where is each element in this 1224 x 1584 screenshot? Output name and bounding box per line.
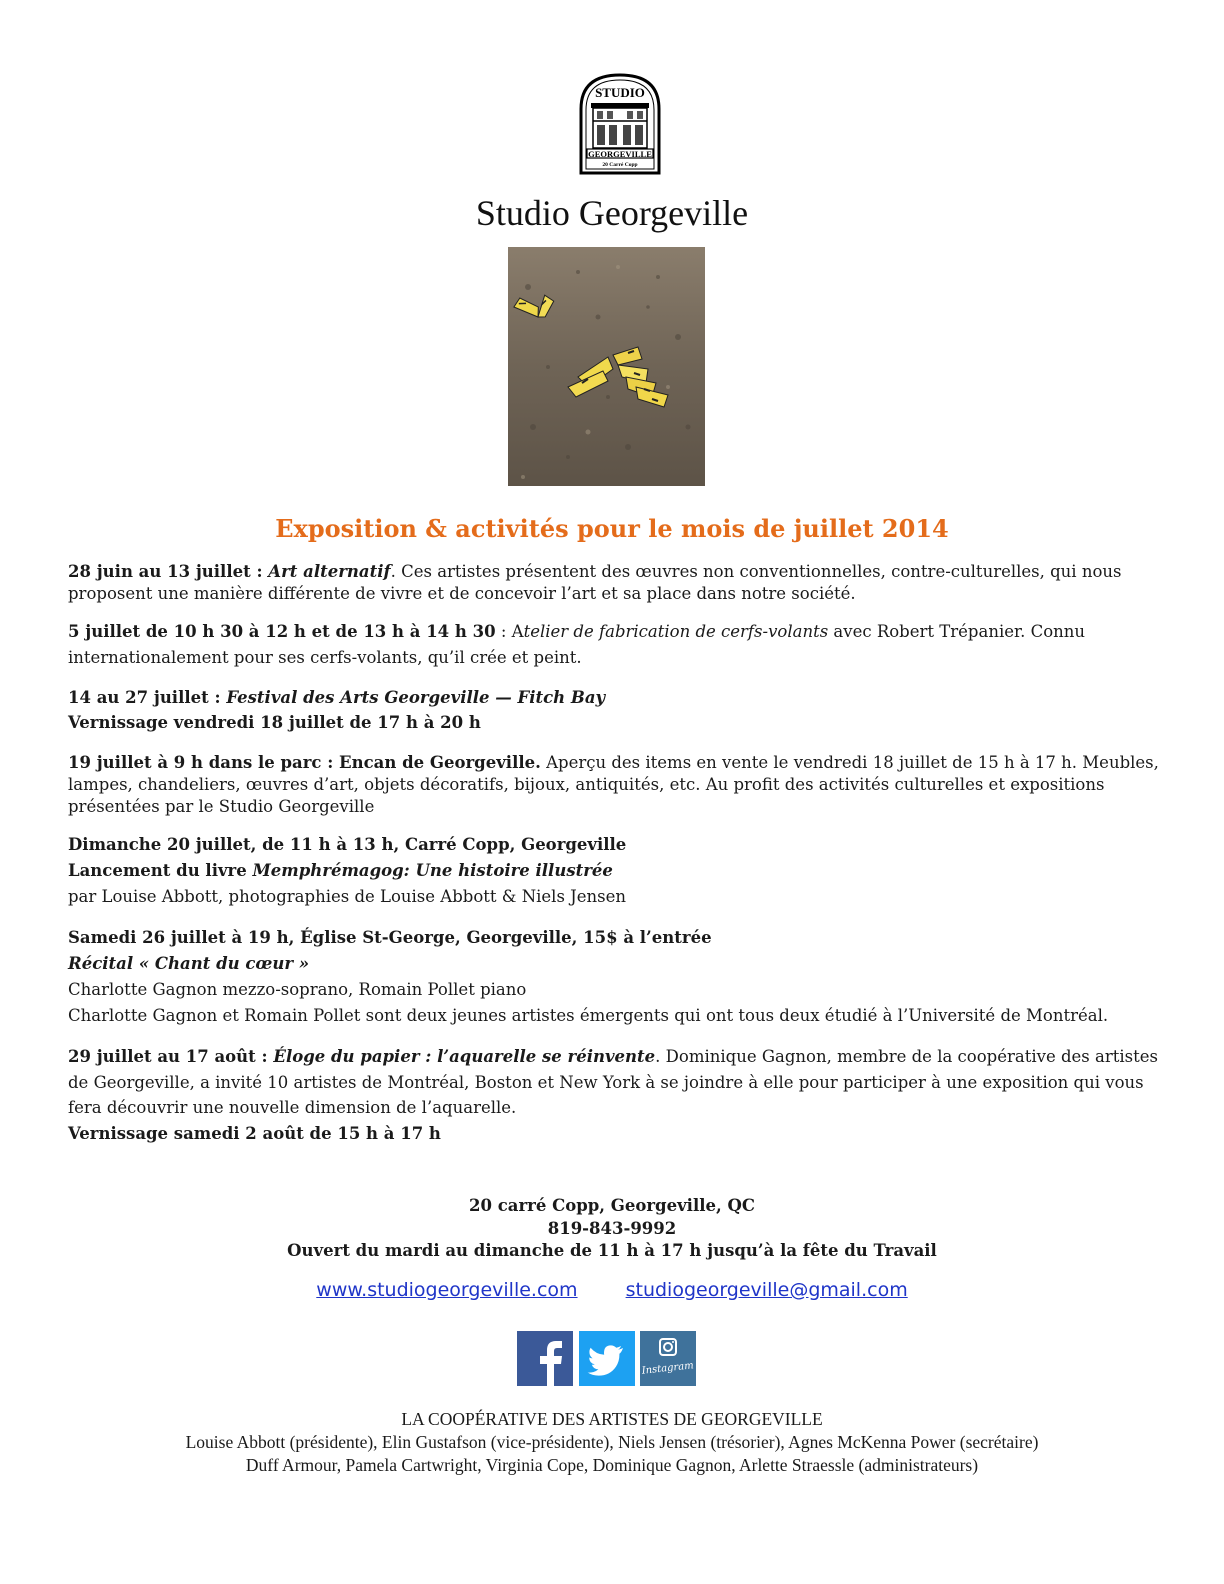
logo-banner-text: GEORGEVILLE — [588, 149, 652, 159]
contact-phone: 819-843-9992 — [547, 1219, 677, 1238]
facebook-icon[interactable] — [517, 1331, 573, 1386]
section-heading: Exposition & activités pour le mois de juillet 2014 — [275, 514, 949, 543]
event-vernissage: Vernissage vendredi 18 juillet de 17 h à 20 h — [68, 713, 481, 732]
instagram-icon[interactable] — [640, 1331, 696, 1386]
cooperative-title: LA COOPÉRATIVE DES ARTISTES DE GEORGEVILLE — [401, 1409, 823, 1429]
website-link[interactable]: www.studiogeorgeville.com — [316, 1279, 578, 1301]
event-launch-label: Lancement du livre — [68, 861, 253, 880]
event-date: 29 juillet au 17 août : — [68, 1047, 274, 1066]
email-link[interactable]: studiogeorgeville@gmail.com — [625, 1279, 908, 1301]
event-date: Dimanche 20 juillet, de 11 h à 13 h, Carré Copp, Georgeville — [68, 835, 627, 854]
event-description: par Louise Abbott, photographies de Louise Abbott & Niels Jensen — [68, 887, 627, 906]
cooperative-block — [0, 1408, 1224, 1477]
page-title: Studio Georgeville — [475, 193, 749, 233]
event-lancement — [68, 832, 1163, 910]
event-performers: Charlotte Gagnon mezzo-soprano, Romain Pollet piano — [68, 980, 527, 999]
event-encan — [68, 752, 1163, 818]
cooperative-administrators: Duff Armour, Pamela Cartwright, Virginia Cope, Dominique Gagnon, Arlette Straessle (administrateurs) — [245, 1455, 979, 1475]
logo-arch-text: STUDIO — [595, 85, 645, 100]
event-name: Art alternatif — [268, 562, 391, 581]
cooperative-officers: Louise Abbott (présidente), Elin Gustafson (vice-présidente), Niels Jensen (trésorier), Agnes McKenna Power (secrétaire) — [185, 1432, 1039, 1452]
event-date: Samedi 26 juillet à 19 h, Église St-George, Georgeville, 15$ à l’entrée — [68, 928, 712, 947]
event-description: Charlotte Gagnon et Romain Pollet sont deux jeunes artistes émergents qui ont tous deux étudié à l’Université de Montréal. — [68, 1006, 1109, 1025]
event-date: 5 juillet de 10 h 30 à 12 h et de 13 h à 14 h 30 — [68, 622, 496, 641]
event-art-alternatif — [68, 561, 1163, 605]
event-book-title: Memphrémagog: Une histoire illustrée — [252, 861, 613, 880]
contact-address: 20 carré Copp, Georgeville, QC — [469, 1196, 755, 1215]
event-cerfs-volants — [68, 619, 1163, 671]
event-recital — [68, 925, 1163, 1029]
event-eloge-papier — [68, 1044, 1163, 1146]
logo-address: 20 Carré Copp — [602, 162, 638, 168]
twitter-icon[interactable] — [579, 1331, 635, 1386]
event-name: Éloge du papier : l’aquarelle se réinvente — [273, 1047, 656, 1066]
links-row — [0, 1279, 1224, 1301]
event-separator: : A — [495, 622, 524, 641]
butterflies-photo — [508, 247, 705, 486]
event-name: Récital « Chant du cœur » — [68, 954, 310, 973]
event-name: Festival des Arts Georgeville — Fitch Bay — [226, 688, 606, 707]
instagram-label: Instagram — [641, 1360, 695, 1377]
event-description: . Ces artistes présentent des œuvres non conventionnelles, contre-culturelles, qui nous proposent une manière différente de vivre et de concevoir l’art et sa place dans notre société. — [68, 562, 1122, 603]
event-vernissage: Vernissage samedi 2 août de 15 h à 17 h — [68, 1123, 441, 1143]
event-description: . Dominique Gagnon, membre de la coopérative des artistes de Georgeville, a invité 10 artistes de Montréal, Boston et New York à se joindre à elle pour participer à une exposition qui vous fera découvrir une nouvelle dimension de l’aquarelle. — [68, 1047, 1158, 1117]
contact-hours: Ouvert du mardi au dimanche de 11 h à 17 h jusqu’à la fête du Travail — [287, 1241, 937, 1260]
event-festival — [68, 685, 1163, 735]
event-description: Aperçu des items en vente le vendredi 18 juillet de 15 h à 17 h. Meubles, lampes, chandeliers, œuvres d’art, objets décoratifs, bijoux, antiquités, etc. Au profit des activités culturelles et expositions présentées par le Studio Georgeville — [68, 753, 1159, 816]
event-description: avec Robert Trépanier. Connu internationalement pour ses cerfs-volants, qu’il crée et peint. — [68, 622, 1086, 667]
studio-logo — [577, 73, 663, 176]
event-date: 28 juin au 13 juillet : — [68, 562, 269, 581]
event-date: 19 juillet à 9 h dans le parc : Encan de Georgeville. — [68, 753, 541, 772]
event-list — [68, 561, 1163, 1146]
event-date: 14 au 27 juillet : — [68, 688, 227, 707]
event-name: telier de fabrication de cerfs-volants — [523, 622, 829, 641]
